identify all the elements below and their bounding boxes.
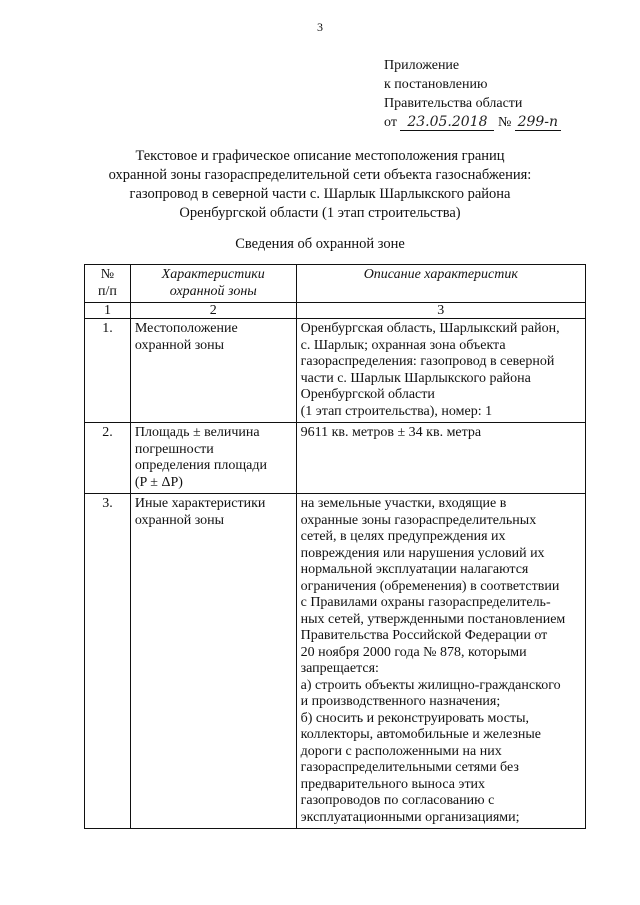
header-characteristics (130, 265, 296, 303)
desc-line: нормальной эксплуатации налагаются (300, 562, 529, 577)
protection-zone-table (84, 264, 586, 829)
index-cell-3: 3 (296, 303, 585, 319)
from-prefix: от (384, 115, 397, 130)
char-line: (P ± ΔP) (134, 474, 183, 490)
title-line-3: газопровод в северной части с. Шарлык Шарлыкского района (129, 186, 511, 202)
desc-line: и производственного назначения; (300, 694, 501, 709)
desc-line: (1 этап строительства), номер: 1 (300, 403, 493, 419)
char-line: Иные характеристики (134, 496, 266, 511)
desc-line: предварительного выноса этих (300, 776, 486, 792)
document-title (0, 147, 640, 223)
header-no-line-1: № (100, 267, 115, 282)
desc-line: запрещается: (300, 661, 379, 676)
desc-line: ных сетей, утвержденными постановлением (300, 611, 566, 627)
desc-line: 20 ноября 2000 года № 878, которыми (300, 644, 527, 660)
header-char-line-2: охранной зоны (169, 283, 257, 299)
row-characteristic (130, 423, 296, 494)
char-line: определения площади (134, 458, 267, 473)
header-no-line-2: п/п (98, 283, 117, 299)
desc-line: б) сносить и реконструировать мосты, (300, 710, 529, 726)
title-line-1: Текстовое и графическое описание местоположения границ (135, 148, 505, 164)
char-line: охранной зоны (134, 337, 225, 353)
title-line-4: Оренбургской области (1 этап строительства) (179, 205, 461, 221)
page-number: 3 (317, 20, 323, 34)
handwritten-number: 299-п (515, 115, 561, 131)
row-description (296, 494, 585, 829)
header-no (85, 265, 131, 303)
index-cell-1: 1 (85, 303, 131, 319)
index-cell-2: 2 (130, 303, 296, 319)
appendix-line-3: Правительства области (384, 96, 523, 111)
desc-line: Правительства Российской Федерации от (300, 628, 548, 643)
desc-line: 9611 кв. метров ± 34 кв. метра (300, 425, 482, 440)
char-line: Площадь ± величина (134, 425, 260, 440)
row-number: 3. (85, 494, 131, 829)
desc-line: с. Шарлык; охранная зона объекта (300, 337, 506, 353)
desc-line: коллекторы, автомобильные и железные (300, 727, 541, 742)
row-description (296, 319, 585, 423)
appendix-line-1: Приложение (384, 58, 460, 73)
appendix-date-line (384, 113, 561, 132)
desc-line: охранные зоны газораспределительных (300, 512, 537, 528)
desc-line: эксплуатационными организациями; (300, 809, 520, 825)
row-description (296, 423, 585, 494)
table-row (85, 319, 586, 423)
row-number: 2. (85, 423, 131, 494)
desc-line: Оренбургской области (300, 387, 435, 402)
desc-line: газораспределения: газопровод в северной (300, 354, 555, 369)
row-number: 1. (85, 319, 131, 423)
desc-line: части с. Шарлык Шарлыкского района (300, 370, 531, 386)
handwritten-date: 23.05.2018 (400, 115, 494, 131)
title-line-2: охранной зоны газораспределительной сети объекта газоснабжения: (108, 167, 532, 183)
char-line: охранной зоны (134, 512, 225, 528)
desc-line: ограничения (обременения) в соответствии (300, 578, 560, 594)
table-header-row (85, 265, 586, 303)
header-description: Описание характеристик (296, 265, 585, 303)
char-line: Местоположение (134, 321, 238, 336)
desc-line: газопроводов по согласованию с (300, 793, 495, 808)
section-subtitle: Сведения об охранной зоне (235, 236, 405, 252)
row-characteristic (130, 494, 296, 829)
appendix-block (384, 56, 561, 132)
desc-line: дороги с расположенными на них (300, 743, 502, 759)
table-row (85, 494, 586, 829)
desc-line: Оренбургская область, Шарлыкский район, (300, 321, 560, 336)
number-prefix: № (497, 115, 512, 130)
char-line: погрешности (134, 441, 214, 457)
header-char-line-1: Характеристики (161, 267, 265, 282)
desc-line: на земельные участки, входящие в (300, 496, 507, 511)
table-index-row (85, 303, 586, 319)
desc-line: сетей, в целях предупреждения их (300, 529, 506, 544)
desc-line: с Правилами охраны газораспределитель- (300, 595, 551, 610)
desc-line: газораспределительными сетями без (300, 760, 519, 775)
table-row (85, 423, 586, 494)
desc-line: а) строить объекты жилищно-гражданского (300, 677, 561, 693)
appendix-line-2: к постановлению (384, 77, 488, 92)
row-characteristic (130, 319, 296, 423)
desc-line: повреждения или нарушения условий их (300, 545, 545, 561)
